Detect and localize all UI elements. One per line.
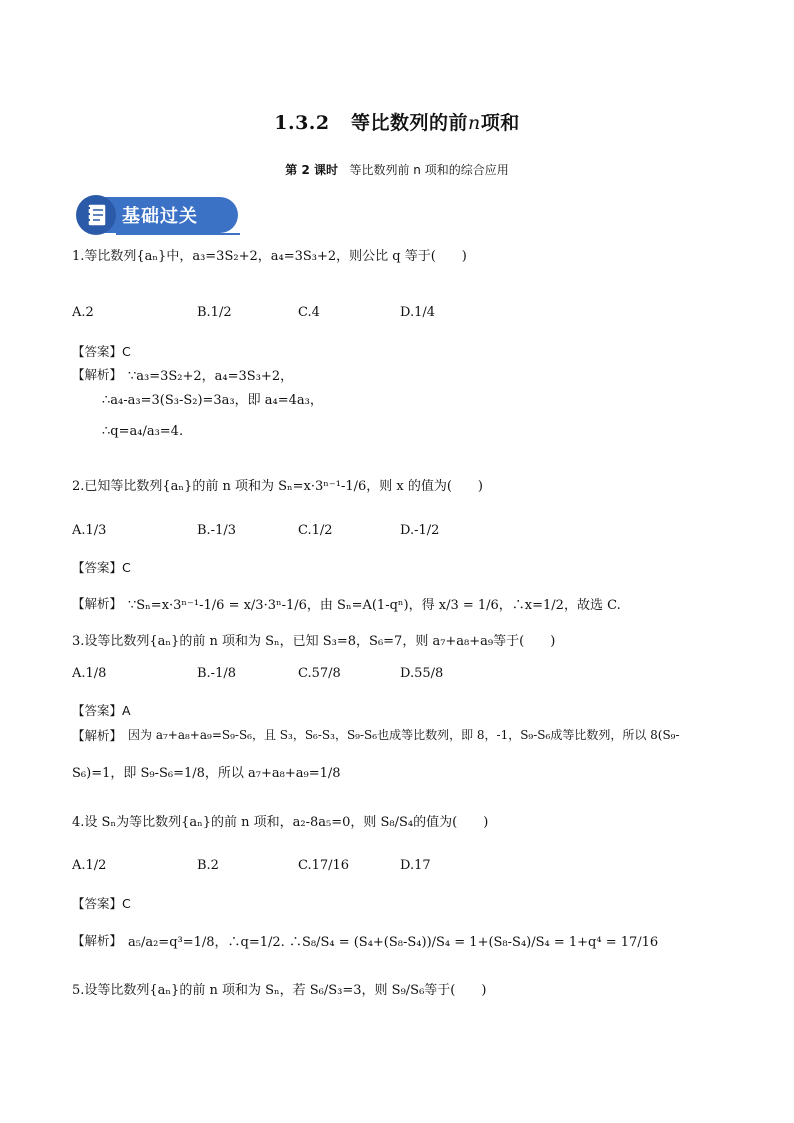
q2-option-a: A.1/3: [72, 523, 107, 538]
q1-analysis-label: 【解析】: [72, 367, 123, 382]
q4-option-c: C.17/16: [298, 858, 350, 873]
q1-analysis-line-2: ∴a₄-a₃=3(S₃-S₂)=3a₃，即 a₄=4a₃，: [102, 393, 323, 408]
q2-option-c: C.1/2: [298, 523, 333, 538]
q3-option-c: C.57/8: [298, 666, 341, 681]
q4-option-a: A.1/2: [72, 858, 107, 873]
q1-option-a: A.2: [72, 305, 94, 320]
q1-analysis-line-1: ∵a₃=3S₂+2，a₄=3S₃+2，: [128, 369, 294, 384]
q1-analysis-line-3: ∴q=a₄/a₃=4.: [102, 424, 184, 439]
q3-analysis-line-1: 因为 a₇+a₈+a₉=S₉-S₆，且 S₃，S₆-S₃，S₉-S₆也成等比数列，即 8，-1，S₉-S₆成等比数列，所以 8(S₉-: [128, 728, 680, 742]
q3-option-d: D.55/8: [400, 666, 444, 681]
question-4-stem: 4.设 Sₙ为等比数列{aₙ}的前 n 项和，a₂-8a₅=0，则 S₈/S₄的值为( ): [72, 815, 489, 830]
q1-option-d: D.1/4: [400, 305, 436, 320]
question-1-stem: 1.等比数列{aₙ}中，a₃=3S₂+2，a₄=3S₃+2，则公比 q 等于( ): [72, 249, 467, 264]
q2-answer: 【答案】C: [72, 560, 131, 575]
q4-option-b: B.2: [197, 858, 219, 873]
page-subtitle: 第 2 课时 等比数列前 n 项和的综合应用: [285, 163, 509, 177]
question-2-stem: 2.已知等比数列{aₙ}的前 n 项和为 Sₙ=x·3ⁿ⁻¹-1/6，则 x 的值为( ): [72, 479, 483, 494]
q2-option-d: D.-1/2: [400, 523, 440, 538]
page-title: 1.3.2 等比数列的前n项和: [274, 112, 520, 134]
q1-option-b: B.1/2: [197, 305, 232, 320]
q3-answer: 【答案】A: [72, 703, 131, 718]
q4-analysis-label: 【解析】: [72, 933, 123, 948]
q4-answer: 【答案】C: [72, 896, 131, 911]
q2-option-b: B.-1/3: [197, 523, 236, 538]
question-3-stem: 3.设等比数列{aₙ}的前 n 项和为 Sₙ，已知 S₃=8，S₆=7，则 a₇+a₈+a₉等于( ): [72, 634, 556, 649]
question-5-stem: 5.设等比数列{aₙ}的前 n 项和为 Sₙ，若 S₆/S₃=3，则 S₉/S₆等于( ): [72, 983, 487, 998]
q1-answer: 【答案】C: [72, 344, 131, 359]
q2-analysis-line-1: ∵Sₙ=x·3ⁿ⁻¹-1/6 = x/3·3ⁿ-1/6，由 Sₙ=A(1-qⁿ)，得 x/3 = 1/6，∴x=1/2，故选 C.: [128, 598, 621, 613]
q1-option-c: C.4: [298, 305, 320, 320]
q2-analysis-label: 【解析】: [72, 596, 123, 611]
q4-analysis-line-1: a₅/a₂=q³=1/8，∴q=1/2. ∴S₈/S₄ = (S₄+(S₈-S₄))/S₄ = 1+(S₈-S₄)/S₄ = 1+q⁴ = 17/16: [128, 935, 659, 950]
notebook-icon: [84, 201, 110, 229]
q3-option-b: B.-1/8: [197, 666, 236, 681]
section-banner: [76, 193, 240, 237]
banner-label: 基础过关: [122, 206, 198, 227]
q4-option-d: D.17: [400, 858, 431, 873]
q3-option-a: A.1/8: [72, 666, 107, 681]
q3-analysis-label: 【解析】: [72, 728, 123, 743]
q3-analysis-line-2: S₆)=1，即 S₉-S₆=1/8，所以 a₇+a₈+a₉=1/8: [72, 766, 341, 781]
